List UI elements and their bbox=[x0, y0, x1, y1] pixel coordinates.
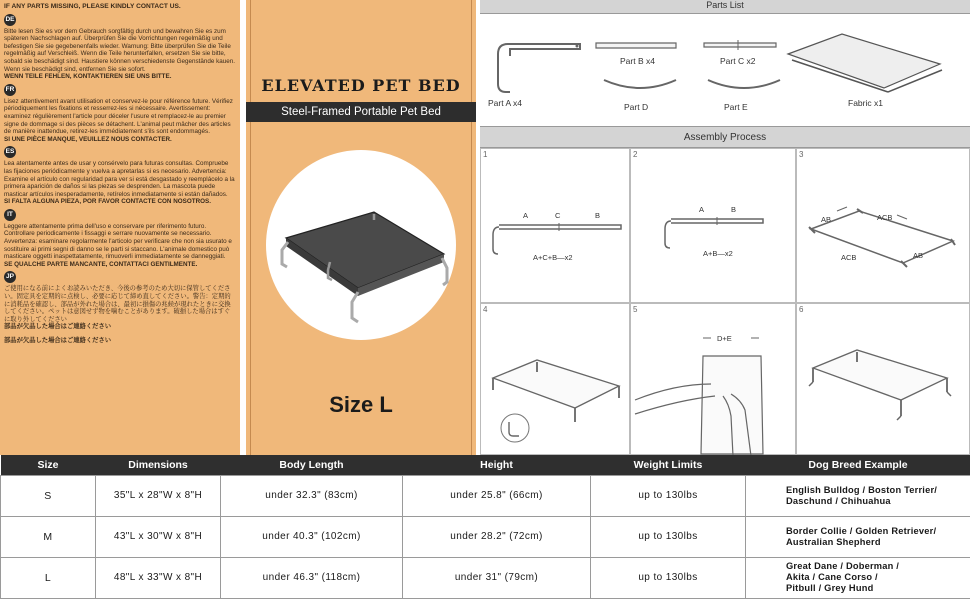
cover-rule-left bbox=[250, 0, 251, 455]
manual-bold-jp: 部品が欠品した場合はご連絡ください bbox=[4, 323, 112, 331]
manual-bold-it: SE QUALCHE PARTE MANCANTE, CONTATTACI GENTILMENTE. bbox=[4, 260, 198, 268]
header-height: Height bbox=[403, 455, 591, 475]
step-2-number: 2 bbox=[633, 150, 638, 159]
header-body-length: Body Length bbox=[221, 455, 403, 475]
assembly-step-4 bbox=[480, 303, 630, 455]
step-6-drawing bbox=[797, 304, 970, 456]
step-5-drawing bbox=[631, 304, 797, 456]
manual-bold-de: WENN TEILE FEHLEN, KONTAKTIEREN SIE UNS BITTE. bbox=[4, 73, 172, 81]
row-size: M bbox=[1, 516, 96, 557]
step-3-label-ab-2: AB bbox=[913, 251, 924, 260]
table-row bbox=[1, 516, 970, 557]
part-b-label: Part B x4 bbox=[620, 56, 655, 66]
cover-title: ELEVATED PET BED bbox=[261, 76, 461, 95]
manual-top-line: IF ANY PARTS MISSING, PLEASE KINDLY CONTACT US. bbox=[4, 3, 181, 10]
row-body-length: under 32.3" (83cm) bbox=[221, 475, 403, 516]
row-size: L bbox=[1, 557, 96, 598]
size-table bbox=[0, 455, 970, 600]
step-3-label-ab-1: AB bbox=[821, 215, 832, 224]
step-6-number: 6 bbox=[799, 305, 804, 314]
manual-text-it: Leggere attentamente prima dell'uso e conservare per riferimento futuro. Controllare periodicamente i fissaggi e serrare nuovamente se necessario. Avvertenza: esaminare regolarmente l'articolo per verificare che non sia usurato e sostituire ai primi segni di danno se le parti si staccano. L'animale domestico può masticare oggetti inaspettatamente, rimuoverli immediatamente se danneggiati. bbox=[4, 222, 232, 261]
part-d-label: Part D bbox=[624, 102, 649, 112]
breed-line: Great Dane / Doberman / bbox=[786, 561, 900, 571]
breed-line: Akita / Cane Corso / bbox=[786, 572, 878, 582]
manual-bold-es: SI FALTA ALGUNA PIEZA, POR FAVOR CONTACTE CON NOSOTROS. bbox=[4, 198, 211, 206]
breed-line: Australian Shepherd bbox=[786, 536, 881, 547]
step-3-number: 3 bbox=[799, 150, 804, 159]
step-5-label-de: D+E bbox=[717, 334, 732, 343]
step-1-label-c: C bbox=[555, 211, 561, 220]
step-5-number: 5 bbox=[633, 305, 638, 314]
table-row bbox=[1, 557, 970, 598]
part-e-label: Part E bbox=[724, 102, 748, 112]
manual-bold-fr: SI UNE PIÈCE MANQUE, VEUILLEZ NOUS CONTACTER. bbox=[4, 135, 172, 143]
step-1-number: 1 bbox=[483, 150, 488, 159]
pet-bed-illustration bbox=[266, 150, 456, 340]
header-dog-breed: Dog Breed Example bbox=[746, 455, 970, 475]
row-size: S bbox=[1, 475, 96, 516]
row-height: under 25.8" (66cm) bbox=[403, 475, 591, 516]
row-body-length: under 46.3" (118cm) bbox=[221, 557, 403, 598]
manual-text-de: Bitte lesen Sie es vor dem Gebrauch sorgfältig durch und bewahren Sie es zum späteren Nachschlagen auf. Überprüfen Sie die Vorrichtungen regelmäßig und befestigen Sie sie gegebenenfalls wieder. Warnung: Bitte überprüfen Sie die Teile regelmäßig auf Verschleiß. Wenn die Teile herunterfallen, ersetzen Sie sie bitte, sobald sie beschädigt sind. Haustiere können verschiedenste Gegenstände kauen. Wenn sie beschädigt sind, entfernen Sie sie sofort. bbox=[4, 27, 236, 73]
table-row bbox=[1, 475, 970, 516]
cover-size: Size L bbox=[329, 392, 393, 417]
assembly-instructions bbox=[480, 0, 970, 455]
step-1-drawing bbox=[481, 149, 631, 304]
header-size: Size bbox=[1, 455, 96, 475]
row-weight: up to 130lbs bbox=[591, 475, 746, 516]
assembly-step-3 bbox=[796, 148, 970, 303]
row-dimensions: 35"L x 28"W x 8"H bbox=[96, 475, 221, 516]
part-a-label: Part A x4 bbox=[488, 98, 523, 108]
lang-badge-jp: JP bbox=[4, 271, 16, 283]
step-2-label-b: B bbox=[731, 205, 737, 214]
parts-list-header: Parts List bbox=[480, 0, 970, 14]
step-1-label-b: B bbox=[595, 211, 601, 220]
row-breeds bbox=[746, 516, 970, 557]
step-4-number: 4 bbox=[483, 305, 488, 314]
lang-badge-fr: FR bbox=[4, 84, 16, 96]
size-chart bbox=[0, 455, 970, 599]
breed-line: Daschund / Chihuahua bbox=[786, 495, 891, 506]
manual-text-es: Lea atentamente antes de usar y consérvelo para futuras consultas. Compruebe las fijaciones periódicamente y vuelva a apretarlas si es necesario. Advertencia: Examine el artículo con regularidad para ver si está desgastado y reemplácelo a la primera aparición de daños si las piezas se desprenden. La mascota puede masticar artículos inesperadamente, retírelos inmediatamente si están dañados. bbox=[4, 160, 235, 198]
manual-text-jp: ご使用になる前によくお読みいただき、今後の参考のため大切に保管してください。固定具を定期的に点検し、必要に応じて締め直してください。警告：定期的に消耗品を確認し、部品が外れた場合は、最初に損傷の兆候が現れたときに交換してください。ペットは意図せず物を噛むことがあります。破損した場合はすぐに取り外してください bbox=[4, 285, 231, 323]
assembly-step-1 bbox=[480, 148, 630, 303]
breed-line: Border Collie / Golden Retriever/ bbox=[786, 525, 937, 536]
breed-line: English Bulldog / Boston Terrier/ bbox=[786, 484, 938, 495]
cover-product-circle bbox=[266, 150, 456, 340]
step-1-label-a: A bbox=[523, 211, 529, 220]
step-2-caption: A+B—x2 bbox=[703, 249, 733, 258]
row-dimensions: 48"L x 33"W x 8"H bbox=[96, 557, 221, 598]
step-2-label-a: A bbox=[699, 205, 705, 214]
step-4-drawing bbox=[481, 304, 631, 456]
row-weight: up to 130lbs bbox=[591, 516, 746, 557]
header-dimensions: Dimensions bbox=[96, 455, 221, 475]
lang-badge-it: IT bbox=[4, 209, 16, 221]
row-dimensions: 43"L x 30"W x 8"H bbox=[96, 516, 221, 557]
manual-footer-line: 部品が欠品した場合はご連絡ください bbox=[4, 337, 112, 344]
cover-rule-right bbox=[471, 0, 472, 455]
row-height: under 31" (79cm) bbox=[403, 557, 591, 598]
fabric-label: Fabric x1 bbox=[848, 98, 883, 108]
table-header-row bbox=[1, 455, 970, 475]
multilingual-manual bbox=[0, 0, 240, 455]
manual-text-fr: Lisez attentivement avant utilisation et conservez-le pour référence future. Vérifiez périodiquement les fixations et resserrez-les si nécessaire. Avertissement: examinez régulièrement l'article pour déceler l'usure et remplacez-le au premier signe de dommage si des pièces se détachent. L'animal peut mâcher des articles de manière inattendue, retirez-les immédiatement s'ils sont endommagés. bbox=[4, 97, 233, 136]
assembly-step-6 bbox=[796, 303, 970, 455]
row-height: under 28.2" (72cm) bbox=[403, 516, 591, 557]
step-3-label-acb-1: ACB bbox=[877, 213, 893, 222]
breed-line: Pitbull / Grey Hund bbox=[786, 583, 874, 593]
step-2-drawing bbox=[631, 149, 797, 304]
part-c-label: Part C x2 bbox=[720, 56, 756, 66]
step-3-label-acb-2: ACB bbox=[841, 253, 857, 262]
parts-list bbox=[480, 14, 970, 124]
assembly-process-header: Assembly Process bbox=[480, 126, 970, 148]
lang-badge-es: ES bbox=[4, 146, 16, 158]
cover-subtitle: Steel-Framed Portable Pet Bed bbox=[246, 102, 476, 122]
step-3-drawing bbox=[797, 149, 970, 304]
step-1-caption: A+C+B—x2 bbox=[533, 253, 573, 262]
manual-cover bbox=[246, 0, 476, 455]
lang-badge-de: DE bbox=[4, 14, 16, 26]
assembly-step-5 bbox=[630, 303, 796, 455]
header-weight-limits: Weight Limits bbox=[591, 455, 746, 475]
assembly-step-2 bbox=[630, 148, 796, 303]
row-breeds bbox=[746, 557, 970, 598]
row-breeds bbox=[746, 475, 970, 516]
row-body-length: under 40.3" (102cm) bbox=[221, 516, 403, 557]
row-weight: up to 130lbs bbox=[591, 557, 746, 598]
